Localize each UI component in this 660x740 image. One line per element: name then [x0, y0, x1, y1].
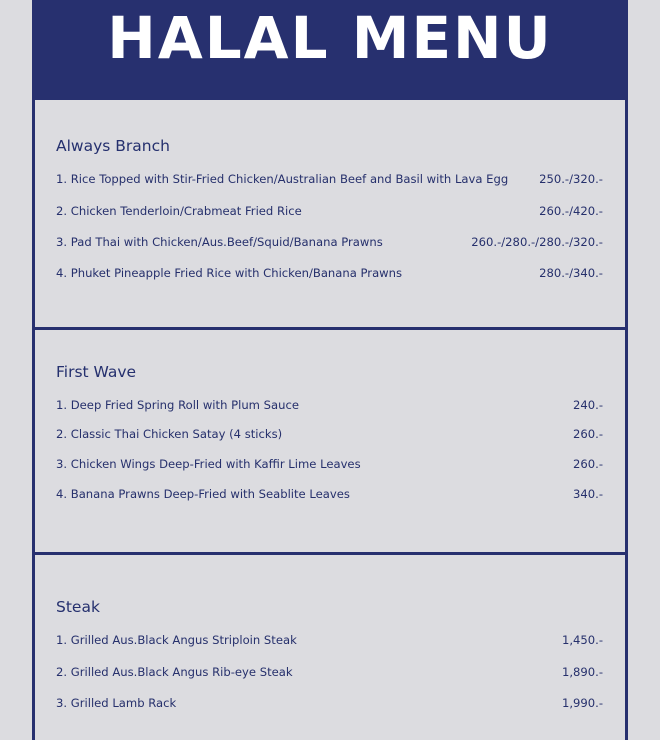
menu-item-name: 2. Grilled Aus.Black Angus Rib-eye Steak	[56, 665, 293, 679]
menu-item-price: 340.-	[573, 487, 603, 501]
menu-item-name: 3. Grilled Lamb Rack	[56, 696, 177, 710]
section-divider	[35, 97, 625, 100]
section-divider	[35, 552, 625, 555]
menu-item-name: 2. Chicken Tenderloin/Crabmeat Fried Rice	[56, 204, 302, 218]
menu-item	[56, 487, 603, 501]
menu-item-name: 2. Classic Thai Chicken Satay (4 sticks)	[56, 427, 283, 441]
section-title-first-wave: First Wave	[56, 363, 137, 381]
menu-item-price: 260.-	[573, 427, 603, 441]
menu-item-price: 1,890.-	[561, 665, 603, 679]
menu-item-price: 250.-/320.-	[539, 172, 603, 186]
menu-header-banner	[35, 0, 625, 97]
section-title-always-branch: Always Branch	[56, 137, 170, 155]
menu-item	[56, 235, 603, 249]
menu-item-name: 4. Banana Prawns Deep-Fried with Seablite Leaves	[56, 487, 350, 501]
menu-item-name: 4. Phuket Pineapple Fried Rice with Chicken/Banana Prawns	[56, 266, 403, 280]
menu-item	[56, 172, 603, 186]
menu-item	[56, 633, 603, 647]
section-title-steak: Steak	[56, 598, 100, 616]
menu-item	[56, 696, 603, 710]
menu-item	[56, 398, 603, 412]
menu-item-price: 280.-/340.-	[539, 266, 603, 280]
menu-item-price: 260.-/420.-	[539, 204, 603, 218]
menu-item-name: 3. Pad Thai with Chicken/Aus.Beef/Squid/Banana Prawns	[56, 235, 383, 249]
menu-item	[56, 266, 603, 280]
menu-item	[56, 665, 603, 679]
menu-item-name: 3. Chicken Wings Deep-Fried with Kaffir Lime Leaves	[56, 457, 361, 471]
menu-item-price: 240.-	[573, 398, 603, 412]
menu-item-name: 1. Grilled Aus.Black Angus Striploin Steak	[56, 633, 297, 647]
menu-item	[56, 457, 603, 471]
menu-item-name: 1. Rice Topped with Stir-Fried Chicken/Australian Beef and Basil with Lava Egg	[56, 172, 509, 186]
menu-item-name: 1. Deep Fried Spring Roll with Plum Sauce	[56, 398, 299, 412]
menu-board	[32, 0, 628, 740]
menu-title: HALAL MENU	[107, 3, 553, 72]
menu-item	[56, 204, 603, 218]
menu-item-price: 1,990.-	[561, 696, 603, 710]
menu-item-price: 260.-	[573, 457, 603, 471]
section-divider	[35, 327, 625, 330]
menu-item-price: 1,450.-	[561, 633, 603, 647]
menu-item	[56, 427, 603, 441]
menu-item-price: 260.-/280.-/280.-/320.-	[471, 235, 603, 249]
